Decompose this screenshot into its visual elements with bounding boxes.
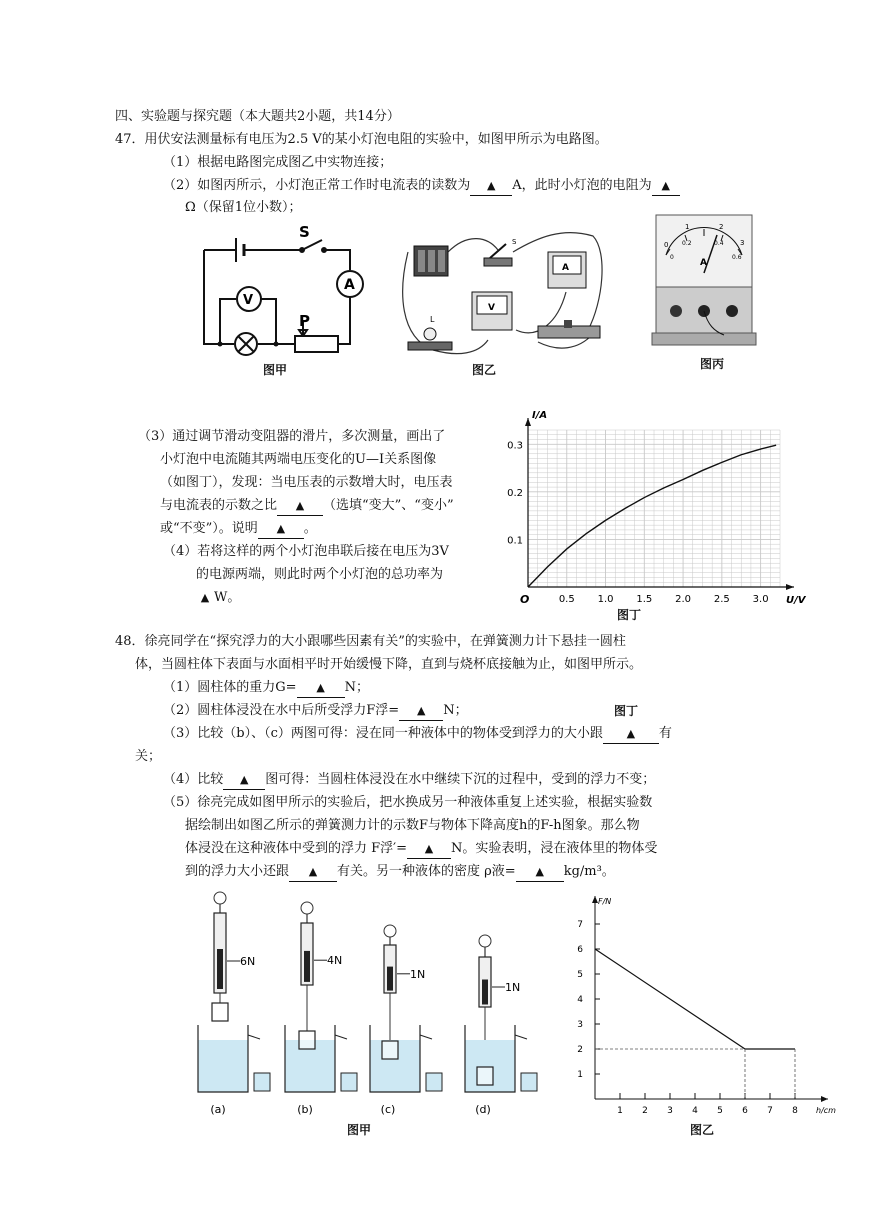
y-tick-label: 0.1 — [507, 535, 523, 547]
q47-stem: 47．用伏安法测量标有电压为2.5 V的某小灯泡电阻的实验中，如图甲所示为电路图。 — [115, 132, 608, 147]
x-tick-label: 1.0 — [597, 594, 614, 605]
q48-part5-line2: 据绘制出如图乙所示的弹簧测力计的示数F与物体下降高度h的F-h图象。那么物 — [185, 818, 640, 833]
x-tick-label: 2.0 — [675, 594, 692, 605]
ui-chart — [565, 892, 845, 1127]
answer-blank[interactable]: ▲ — [297, 679, 345, 698]
q47-part3-text-a: 与电流表的示数之比 — [160, 498, 278, 513]
section-title: 四、实验题与探究题（本大题共2小题，共14分） — [115, 109, 400, 124]
y-axis-arrow — [525, 418, 531, 426]
q48-part5-text-c: 到的浮力大小还跟 — [185, 864, 290, 879]
q48-part1 — [163, 679, 369, 698]
ammeter-photo — [652, 213, 756, 348]
q48-part1-unit: N； — [344, 680, 369, 695]
y-tick-label: 2 — [577, 1045, 583, 1055]
q47-part2 — [163, 177, 680, 196]
scale-3: 3 — [740, 239, 745, 247]
q48-fig-jia-caption: 图甲 — [347, 1123, 372, 1137]
y-tick-label: 7 — [577, 920, 583, 930]
spout — [515, 1035, 527, 1039]
fig-yi-caption: 图乙 — [472, 363, 497, 377]
fig-ding-caption: 图丁 — [617, 608, 642, 622]
circuit-diagram — [198, 222, 373, 360]
iu-curve — [528, 445, 776, 587]
physical-circuit — [388, 222, 613, 362]
spout — [420, 1035, 432, 1039]
voltmeter-label: V — [243, 293, 254, 308]
q47-part2-cont: Ω（保留1位小数）； — [185, 200, 302, 215]
overflow-cup — [426, 1073, 442, 1091]
fig-jia-caption: 图甲 — [263, 363, 288, 377]
spring-reading: 1N — [505, 981, 521, 994]
scale-1: 1 — [685, 223, 690, 231]
y-tick-label: 5 — [577, 970, 583, 980]
q47-part3-line2: 小灯泡中电流随其两端电压变化的U—I关系图像 — [160, 452, 437, 467]
cylinder — [382, 1041, 398, 1059]
q48-part5-text-d: 有关。另一种液体的密度 ρ液= — [337, 864, 516, 879]
answer-blank[interactable]: ▲ — [652, 177, 680, 196]
answer-blank[interactable]: ▲ — [200, 591, 210, 604]
hand-icon — [479, 935, 491, 947]
q48-part4-text-a: （4）比较 — [163, 772, 224, 787]
slider-label: P — [299, 312, 310, 330]
answer-blank[interactable]: ▲ — [258, 520, 304, 539]
q48-part3 — [163, 725, 672, 744]
y-axis-label: I/A — [532, 410, 548, 421]
scale-0-outer: 0 — [664, 241, 669, 249]
y-tick-label: 0.2 — [507, 487, 523, 499]
subfig-label: (d) — [475, 1103, 491, 1116]
x-tick-label: 8 — [792, 1106, 798, 1116]
x-axis-arrow — [821, 1096, 828, 1102]
subfig-label: (b) — [297, 1103, 313, 1116]
spout — [248, 1035, 260, 1039]
x-tick-label: 1 — [617, 1106, 623, 1116]
x-tick-label: 2.5 — [713, 594, 730, 605]
origin-label: O — [520, 593, 530, 606]
q48-part5-line3 — [185, 840, 657, 859]
x-tick-label: 3.0 — [752, 594, 769, 605]
x-tick-label: 3 — [667, 1106, 673, 1116]
q47-part4-line2: 的电源两端，则此时两个小灯泡的总功率为 — [196, 567, 444, 582]
q48-part2-text: （2）圆柱体浸没在水中后所受浮力F浮= — [163, 703, 400, 718]
fig-bing-caption: 图丙 — [700, 357, 725, 371]
answer-blank[interactable]: ▲ — [277, 497, 323, 516]
x-tick-label: 5 — [717, 1106, 723, 1116]
q48-stem-line1: 48．徐亮同学在“探究浮力的大小跟哪些因素有关”的实验中，在弹簧测力计下悬挂一圆柱 — [115, 634, 626, 649]
fh-line — [595, 949, 795, 1049]
spring-scale-pointer — [217, 949, 223, 989]
q48-part2-unit: N； — [443, 703, 468, 718]
hand-icon — [214, 892, 226, 904]
q48-part3-tail: 有 — [658, 726, 672, 741]
x-tick-label: 6 — [742, 1106, 748, 1116]
y-tick-label: 4 — [577, 995, 583, 1005]
q48-part4 — [163, 771, 655, 790]
q47-part3-line3: （如图丁），发现：当电压表的示数增大时，电压表 — [160, 475, 453, 490]
q48-part1-text: （1）圆柱体的重力G= — [163, 680, 297, 695]
q48-stem-line2: 体，当圆柱体下表面与水面相平时开始缓慢下降，直到与烧杯底接触为止，如图甲所示。 — [135, 657, 643, 672]
y-tick-label: 6 — [577, 945, 583, 955]
q47-part3-text-c: 或“不变”）。说明 — [160, 521, 258, 536]
q47-part3-text-d: 。 — [303, 521, 317, 536]
spout — [335, 1035, 347, 1039]
cylinder — [477, 1067, 493, 1085]
q48-part5-line1: （5）徐亮完成如图甲所示的实验后，把水换成另一种液体重复上述实验，根据实验数 — [163, 795, 653, 810]
q47-part4-unit: W。 — [214, 590, 241, 605]
ui-chart — [500, 410, 806, 610]
answer-blank[interactable]: ▲ — [289, 863, 337, 882]
hand-icon — [301, 902, 313, 914]
water — [198, 1040, 248, 1092]
q48-part5-line4 — [185, 863, 615, 882]
answer-blank[interactable]: ▲ — [407, 840, 451, 859]
q48-part4-text-b: 图可得：当圆柱体浸没在水中继续下沉的过程中，受到的浮力不变； — [265, 772, 656, 787]
y-tick-label: 3 — [577, 1020, 583, 1030]
cylinder — [299, 1031, 315, 1049]
x-tick-label: 7 — [767, 1106, 773, 1116]
scale-2: 2 — [719, 223, 724, 231]
x-tick-label: 4 — [692, 1106, 698, 1116]
stray-fig-label: 图丁 — [614, 704, 639, 718]
q48-part2 — [163, 702, 468, 721]
scale-02: 0.2 — [682, 240, 692, 247]
x-tick-label: 1.5 — [636, 594, 653, 605]
q48-part3-text: （3）比较（b）、（c）两图可得：浸在同一种液体中的物体受到浮力的大小跟 — [163, 726, 603, 741]
subfig-label: (a) — [210, 1103, 226, 1116]
spring-scale-pointer — [387, 967, 393, 991]
q48-fig-yi-caption: 图乙 — [690, 1123, 715, 1137]
answer-blank[interactable]: ▲ — [223, 771, 265, 790]
q48-part5-text-e: kg/m³。 — [563, 864, 615, 879]
answer-blank[interactable]: ▲ — [399, 702, 443, 721]
scale-0-inner: 0 — [670, 254, 674, 261]
ammeter-photo-label: A — [700, 258, 707, 268]
spring-reading: 4N — [327, 954, 343, 968]
q47-part4-line3 — [196, 589, 240, 607]
subfig-label: (c) — [380, 1103, 396, 1116]
y-tick-label: 1 — [577, 1070, 583, 1080]
q47-part2-text-a: （2）如图丙所示，小灯泡正常工作时电流表的读数为 — [163, 178, 471, 193]
cylinder — [212, 1003, 228, 1021]
spring-reading: 1N — [410, 967, 426, 981]
answer-blank[interactable]: ▲ — [603, 725, 659, 744]
switch-label: S — [299, 223, 310, 241]
buoyancy-experiment — [190, 885, 540, 1120]
x-axis-label: U/V — [786, 595, 806, 606]
scale-06: 0.6 — [732, 254, 742, 261]
y-axis-label: F/N — [598, 897, 612, 906]
overflow-cup — [254, 1073, 270, 1091]
q47-part2-text-b: A，此时小灯泡的电阻为 — [512, 178, 652, 193]
svg-text:A: A — [562, 263, 569, 273]
y-tick-label: 0.3 — [507, 440, 523, 452]
ammeter-label: A — [344, 277, 355, 293]
x-axis-label: h/cm — [816, 1106, 836, 1115]
q47-part3-line4 — [160, 497, 454, 516]
q47-part4-line1: （4）若将这样的两个小灯泡串联后接在电压为3V — [163, 544, 449, 559]
x-axis-arrow — [786, 584, 794, 590]
hand-icon — [384, 925, 396, 937]
q48-part5-text-a: 体浸没在这种液体中受到的浮力 F浮′= — [185, 841, 407, 856]
spring-scale-pointer — [304, 951, 310, 982]
q48-part5-text-b: N。实验表明，浸在液体里的物体受 — [451, 841, 658, 856]
spring-reading: 6N — [240, 955, 256, 968]
svg-text:S: S — [512, 238, 517, 246]
x-tick-label: 0.5 — [558, 594, 575, 605]
answer-blank[interactable]: ▲ — [516, 863, 564, 882]
overflow-cup — [341, 1073, 357, 1091]
spring-scale-pointer — [482, 980, 488, 1005]
answer-blank[interactable]: ▲ — [470, 177, 512, 196]
q47-part1: （1）根据电路图完成图乙中实物连接； — [163, 155, 393, 170]
q47-part3-text-b: （选填“变大”、“变小” — [323, 498, 454, 513]
q48-part3-cont: 关； — [135, 749, 162, 764]
lamp-label: L — [430, 315, 435, 324]
svg-text:V: V — [488, 303, 495, 313]
x-tick-label: 2 — [642, 1106, 648, 1116]
q47-part3-line5 — [160, 520, 317, 539]
q47-part3-line1: （3）通过调节滑动变阻器的滑片，多次测量，画出了 — [138, 429, 446, 444]
scale-04: 0.4 — [714, 240, 724, 247]
overflow-cup — [521, 1073, 537, 1091]
